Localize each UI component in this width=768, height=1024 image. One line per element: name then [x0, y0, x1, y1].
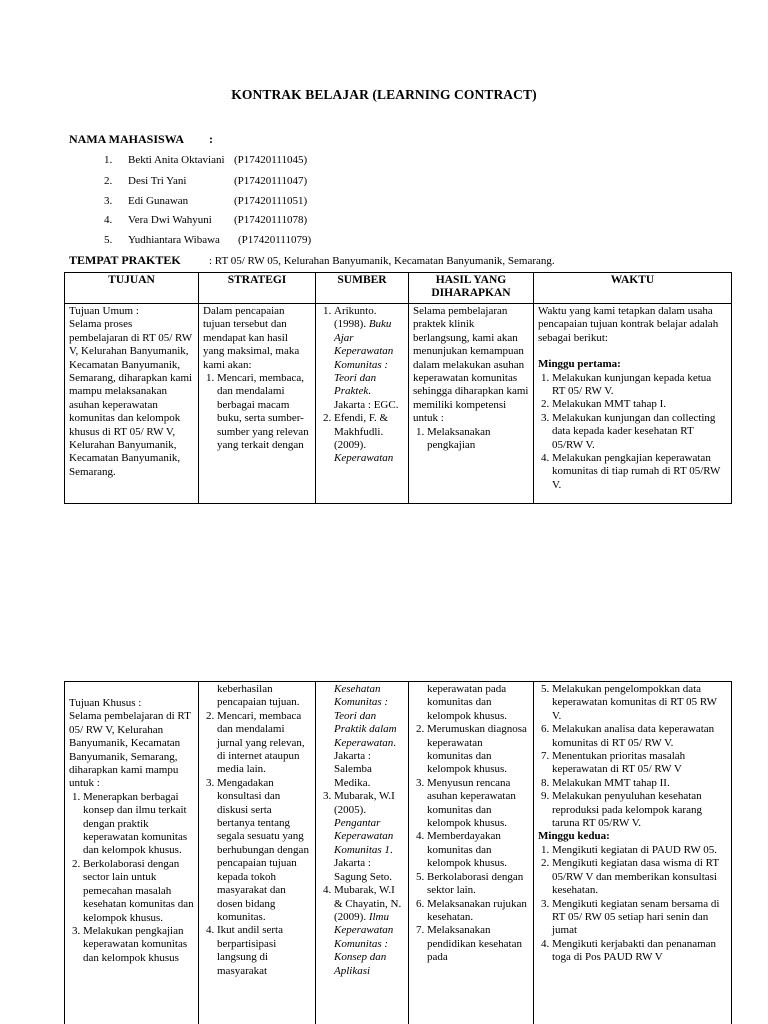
student-name: Desi Tri Yani: [128, 175, 187, 187]
student-id: (P17420111045): [234, 154, 308, 166]
sumber-author: Efendi, F. & Makhfudli. (2009).: [334, 412, 389, 452]
tujuan-khusus-text: Selama pembelajaran di RT 05/ RW V, Kelurahan Banyumanik, Kecamatan Banyumanik, Semarang, diharapkan kami mampu untuk :: [69, 710, 191, 790]
student-id: (P17420111078): [234, 214, 308, 226]
hasil-item: 7. Melaksanakan pendidikan kesehatan pada: [427, 924, 529, 964]
strategi-cell-cont: [203, 683, 311, 1024]
strategi-cell: [203, 305, 311, 503]
student-row: [104, 234, 311, 248]
minggu-kedua-heading: Minggu kedua:: [538, 830, 610, 843]
student-row: [104, 195, 307, 209]
waktu-item: 4. Melakukan pengkajian keperawatan komunitas di tiap rumah di RT 05/RW V.: [552, 452, 727, 492]
header-hasil: HASIL YANG DIHARAPKAN: [409, 273, 534, 304]
sumber-item: [334, 790, 404, 884]
sumber-item: [334, 884, 404, 978]
header-strategi: STRATEGI: [199, 273, 316, 304]
sumber-author: Arikunto. (1998).: [334, 305, 377, 331]
student-num: 4.: [104, 214, 113, 226]
hasil-cell: [413, 305, 529, 503]
waktu-item: 5. Melakukan pengelompokkan data keperawatan komunitas di RT 05 RW V.: [552, 683, 727, 723]
student-num: 2.: [104, 175, 113, 187]
hasil-item: 1. Melaksanakan pengkajian: [427, 426, 529, 453]
sumber-author: Mubarak, W.I (2005).: [334, 790, 395, 816]
tujuan-cell: [69, 305, 194, 503]
student-name: Bekti Anita Oktaviani: [128, 154, 225, 166]
header-sumber: SUMBER: [316, 273, 409, 304]
strategi-intro: Dalam pencapaian tujuan tersebut dan mendapat kan hasil yang maksimal, maka kami akan:: [203, 305, 300, 371]
document-title: KONTRAK BELAJAR (LEARNING CONTRACT): [231, 87, 537, 102]
tempat-praktek-label: TEMPAT PRAKTEK: [69, 253, 181, 267]
waktu-item: 3. Mengikuti kegiatan senam bersama di RT 05/ RW 05 setiap hari senin dan jumat: [552, 898, 727, 938]
sumber-book-title: Keperawatan: [334, 452, 394, 465]
sumber-cell-cont: [320, 683, 404, 1024]
tujuan-item: 3. Melakukan pengkajian keperawatan komunitas dan kelompok khusus: [83, 925, 194, 965]
nama-mahasiswa-label: NAMA MAHASISWA: [69, 132, 185, 146]
tujuan-umum-heading: Tujuan Umum :: [69, 305, 139, 317]
contract-table-page2: [64, 681, 732, 1024]
sumber-publisher: . Jakarta : Sagung Seto.: [334, 843, 393, 883]
strategi-continuation: keberhasilan pencapaian tujuan.: [217, 683, 300, 709]
student-id: (P17420111047): [234, 175, 308, 187]
waktu-item: 6. Melakukan analisa data keperawatan komunitas di RT 05/ RW V.: [552, 723, 727, 750]
header-waktu: WAKTU: [534, 273, 732, 304]
hasil-continuation: keperawatan pada komunitas dan kelompok khusus.: [427, 683, 508, 722]
tujuan-khusus-cell: [69, 683, 194, 1024]
sumber-publisher: . Jakarta : Salemba Medika.: [334, 736, 397, 789]
sumber-cell: [320, 305, 404, 503]
student-name: Vera Dwi Wahyuni: [128, 214, 212, 226]
waktu-intro: Waktu yang kami tetapkan dalam usaha pencapaian tujuan kontrak belajar adalah sebagai berikut:: [538, 305, 719, 344]
contract-table-page1: [64, 272, 732, 504]
sumber-book-title: Buku Ajar Keperawatan Komunitas : Teori dan Praktek: [334, 318, 394, 398]
tempat-praktek-value: : RT 05/ RW 05, Kelurahan Banyumanik, Kecamatan Banyumanik, Semarang.: [209, 255, 555, 267]
waktu-item: 9. Melakukan penyuluhan kesehatan reproduksi pada kelompok karang taruna RT 05/RW V.: [552, 790, 727, 830]
waktu-cell-cont: [538, 683, 727, 1024]
tujuan-khusus-heading: Tujuan Khusus :: [69, 697, 142, 709]
student-id: (P17420111051): [234, 195, 308, 207]
sumber-continuation: [320, 683, 404, 790]
waktu-item: 3. Melakukan kunjungan dan collecting data kepada kader kesehatan RT 05/RW V.: [552, 412, 727, 452]
waktu-item: 1. Melakukan kunjungan kepada ketua RT 05/ RW V.: [552, 372, 727, 399]
strategi-item: 4. Ikut andil serta berpartisipasi langsung di masyarakat: [217, 924, 311, 978]
minggu-pertama-heading: Minggu pertama:: [538, 358, 621, 371]
hasil-item: 3. Menyusun rencana asuhan keperawatan komunitas dan kelompok khusus.: [427, 777, 529, 831]
student-row: [104, 214, 307, 228]
waktu-item: 2. Mengikuti kegiatan dasa wisma di RT 05/RW V dan memberikan konsultasi kesehatan.: [552, 857, 727, 897]
hasil-cell-cont: [413, 683, 529, 1024]
hasil-item: 4. Memberdayakan komunitas dan kelompok khusus.: [427, 830, 529, 870]
sumber-book-title: Kesehatan Komunitas : Teori dan Praktik dalam Keperawatan: [334, 683, 397, 749]
student-id: (P17420111079): [238, 234, 312, 246]
sumber-book-title: Ilmu Keperawatan Komunitas : Konsep dan Aplikasi: [334, 910, 394, 977]
waktu-item: 1. Mengikuti kegiatan di PAUD RW 05.: [552, 844, 727, 857]
waktu-item: 2. Melakukan MMT tahap I.: [552, 398, 727, 411]
waktu-item: 8. Melakukan MMT tahap II.: [552, 777, 727, 790]
student-num: 3.: [104, 195, 113, 207]
nama-mahasiswa-colon: :: [209, 132, 213, 146]
tujuan-item: 2. Berkolaborasi dengan sector lain untuk pemecahan masalah kesehatan komunitas dan kelompok khusus.: [83, 858, 194, 925]
sumber-author: Mubarak, W.I & Chayatin, N. (2009).: [334, 884, 402, 923]
tujuan-umum-text: Selama proses pembelajaran di RT 05/ RW V, Kelurahan Banyumanik, Kecamatan Banyumanik, Semarang, diharapkan kami mampu melaksanakan asuhan keperawatan komunitas dan kelompok khusus di RT 05/ RW V, Kelurahan Banyumanik, Kecamatan Banyumanik, Semarang.: [69, 318, 193, 478]
sumber-book-title: Pengantar Keperawatan Komunitas 1: [334, 817, 394, 856]
hasil-item: 6. Melaksanakan rujukan kesehatan.: [427, 898, 529, 925]
student-row: [104, 154, 307, 168]
waktu-item: 4. Mengikuti kerjabakti dan penanaman toga di Pos PAUD RW V: [552, 938, 727, 965]
student-name: Yudhiantara Wibawa: [128, 234, 220, 246]
student-num: 5.: [104, 234, 113, 246]
hasil-intro: Selama pembelajaran praktek klinik berlangsung, kami akan menunjukan kemampuan dalam melakukan asuhan keperawatan komunitas sehingga diharapkan kami memiliki kompetensi untuk :: [413, 305, 529, 425]
student-num: 1.: [104, 154, 113, 166]
sumber-item: [334, 305, 404, 412]
sumber-item: [334, 412, 404, 466]
header-tujuan: TUJUAN: [65, 273, 199, 304]
waktu-item: 7. Menentukan prioritas masalah keperawatan di RT 05/ RW V: [552, 750, 727, 777]
strategi-item: 2. Mencari, membaca dan mendalami jurnal yang relevan, di internet ataupun media lain.: [217, 710, 311, 777]
hasil-item: 2. Merumuskan diagnosa keperawatan komunitas dan kelompok khusus.: [427, 723, 529, 777]
sumber-publisher: . Jakarta : EGC.: [334, 385, 399, 411]
tujuan-item: 1. Menerapkan berbagai konsep dan ilmu terkait dengan praktik keperawatan komunitas dan kelompok khusus.: [83, 791, 194, 858]
student-name: Edi Gunawan: [128, 195, 189, 207]
hasil-item: 5. Berkolaborasi dengan sektor lain.: [427, 871, 529, 898]
strategi-item: 3. Mengadakan konsultasi dan diskusi serta bertanya tentang segala sesuatu yang berhubungan dengan pencapaian tujuan kepada tokoh masyarakat dan dosen bidang komunitas.: [217, 777, 311, 924]
waktu-cell: [538, 305, 727, 503]
strategi-item: 1. Mencari, membaca, dan mendalami berbagai macam buku, serta sumber-sumber yang relevan yang terkait dengan: [217, 372, 311, 452]
student-row: [104, 175, 307, 189]
